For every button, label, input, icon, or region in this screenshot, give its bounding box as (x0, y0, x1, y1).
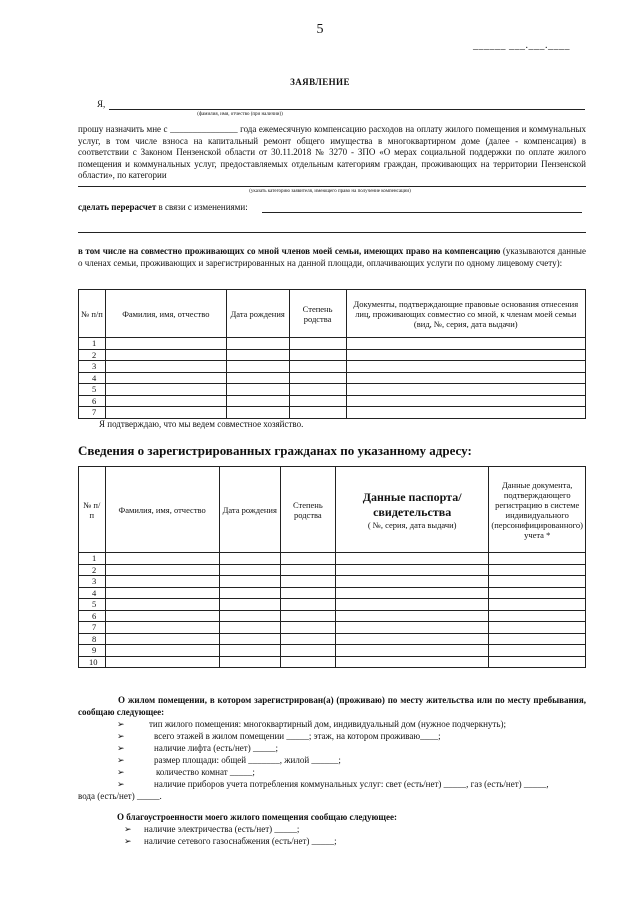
table-row (79, 338, 586, 350)
registered-table-header (79, 467, 586, 553)
table-row (79, 587, 586, 599)
arrow-bullet-icon: ➢ (117, 719, 125, 729)
cell[interactable] (219, 576, 280, 588)
cell[interactable] (280, 645, 335, 657)
cell[interactable] (289, 349, 346, 361)
cell[interactable] (105, 576, 219, 588)
cell[interactable] (289, 384, 346, 396)
category-line[interactable] (78, 186, 586, 187)
arrow-bullet-icon: ➢ (117, 779, 125, 789)
cell[interactable] (289, 372, 346, 384)
cell[interactable] (289, 407, 346, 419)
cell[interactable] (335, 587, 489, 599)
cell[interactable] (346, 349, 585, 361)
row-number: 5 (79, 599, 106, 611)
row-number: 4 (79, 372, 106, 384)
cell[interactable] (219, 633, 280, 645)
cell[interactable] (346, 395, 585, 407)
col-num: № п/п (79, 467, 106, 553)
table-row (79, 395, 586, 407)
cell[interactable] (346, 372, 585, 384)
row-number: 1 (79, 553, 106, 565)
table-row (79, 564, 586, 576)
housing-bullet: ➢ наличие приборов учета потребления коммунальных услуг: свет (есть/нет) _____, газ (есть/нет) _____, (117, 779, 549, 789)
housing-bullet: ➢ размер площади: общей _______, жилой ______; (117, 755, 341, 765)
family-intro (78, 246, 586, 269)
col-passport (335, 467, 489, 553)
household-confirmation: Я подтверждаю, что мы ведем совместное хозяйство. (99, 419, 304, 429)
row-number: 7 (79, 407, 106, 419)
arrow-bullet-icon: ➢ (124, 824, 132, 834)
cell[interactable] (346, 407, 585, 419)
cell[interactable] (105, 656, 219, 668)
cell[interactable] (226, 395, 289, 407)
date-placeholder: ______ ___.___.____ (473, 40, 570, 51)
cell[interactable] (346, 361, 585, 373)
cell[interactable] (226, 372, 289, 384)
cell[interactable] (105, 338, 226, 350)
col-num: № п/п (79, 290, 106, 338)
registered-table (78, 466, 586, 668)
cell[interactable] (489, 564, 586, 576)
cell[interactable] (335, 553, 489, 565)
row-number: 1 (79, 338, 106, 350)
cell[interactable] (335, 633, 489, 645)
recalc-label: сделать перерасчет (78, 202, 157, 212)
cell[interactable] (226, 338, 289, 350)
cell[interactable] (489, 645, 586, 657)
cell[interactable] (105, 372, 226, 384)
row-number: 9 (79, 645, 106, 657)
cell[interactable] (219, 599, 280, 611)
family-intro-bold: в том числе на совместно проживающих со мной членов моей семьи, имеющих право на компенсацию (78, 246, 501, 256)
cell[interactable] (335, 622, 489, 634)
housing-bullet: ➢ всего этажей в жилом помещении _____; этаж, на котором проживаю____; (117, 731, 441, 741)
row-number: 2 (79, 564, 106, 576)
applicant-name-line[interactable] (109, 109, 585, 110)
col-relation: Степень родства (280, 467, 335, 553)
cell[interactable] (105, 361, 226, 373)
page-number: 5 (316, 22, 324, 37)
applicant-prefix: Я, (97, 99, 106, 109)
table-row (79, 656, 586, 668)
housing-bullet: ➢ наличие лифта (есть/нет) _____; (117, 743, 278, 753)
table-row (79, 384, 586, 396)
cell[interactable] (280, 587, 335, 599)
applicant-hint: (фамилия, имя, отчество (при наличии)) (197, 112, 283, 117)
table-row (79, 645, 586, 657)
cell[interactable] (335, 656, 489, 668)
housing-bullet: ➢ тип жилого помещения: многоквартирный дом, индивидуальный дом (нужное подчеркнуть); (117, 719, 506, 729)
cell[interactable] (280, 576, 335, 588)
cell[interactable] (289, 395, 346, 407)
cell[interactable] (105, 395, 226, 407)
cell[interactable] (335, 564, 489, 576)
family-table (78, 289, 586, 419)
row-number: 10 (79, 656, 106, 668)
row-number: 2 (79, 349, 106, 361)
col-snils: Данные документа, подтверждающего регистрацию в системе индивидуального (персонифицированного) учета * (489, 467, 586, 553)
cell[interactable] (280, 633, 335, 645)
cell[interactable] (105, 587, 219, 599)
table-row (79, 610, 586, 622)
col-name: Фамилия, имя, отчество (105, 467, 219, 553)
cell[interactable] (335, 645, 489, 657)
arrow-bullet-icon: ➢ (117, 767, 125, 777)
cell[interactable] (489, 587, 586, 599)
cell[interactable] (105, 622, 219, 634)
table-row (79, 361, 586, 373)
cell[interactable] (335, 610, 489, 622)
cell[interactable] (105, 599, 219, 611)
table-row (79, 622, 586, 634)
housing-bullet: ➢ количество комнат _____; (117, 767, 255, 777)
table-row (79, 633, 586, 645)
row-number: 4 (79, 587, 106, 599)
registered-heading: Сведения о зарегистрированных гражданах по указанному адресу: (78, 443, 472, 458)
row-number: 3 (79, 576, 106, 588)
cell[interactable] (489, 553, 586, 565)
col-birth: Дата рождения (226, 290, 289, 338)
document-title: ЗАЯВЛЕНИЕ (290, 77, 350, 87)
cell[interactable] (489, 599, 586, 611)
cell[interactable] (226, 384, 289, 396)
cell[interactable] (226, 361, 289, 373)
cell[interactable] (105, 407, 226, 419)
row-number: 6 (79, 610, 106, 622)
cell[interactable] (219, 622, 280, 634)
cell[interactable] (289, 338, 346, 350)
cell[interactable] (335, 576, 489, 588)
arrow-bullet-icon: ➢ (124, 836, 132, 846)
cell[interactable] (105, 349, 226, 361)
cell[interactable] (219, 610, 280, 622)
row-number: 7 (79, 622, 106, 634)
table-row (79, 576, 586, 588)
table-row (79, 372, 586, 384)
row-number: 5 (79, 384, 106, 396)
cell[interactable] (280, 610, 335, 622)
cell[interactable] (105, 553, 219, 565)
cell[interactable] (280, 599, 335, 611)
cell[interactable] (346, 338, 585, 350)
cell[interactable] (289, 361, 346, 373)
cell[interactable] (219, 656, 280, 668)
cell[interactable] (219, 645, 280, 657)
housing-intro: О жилом помещении, в котором зарегистрирован(а) (проживаю) по месту жительства или по месту пребывания, сообщаю следующее: (78, 695, 586, 717)
table-row (79, 599, 586, 611)
cell[interactable] (105, 564, 219, 576)
passport-subtitle: ( №, серия, дата выдачи) (367, 519, 457, 530)
cell[interactable] (489, 576, 586, 588)
cell[interactable] (335, 599, 489, 611)
col-relation: Степень родства (289, 290, 346, 338)
cell[interactable] (105, 645, 219, 657)
recalc-text: в связи с изменениями: (158, 202, 248, 212)
recalc-line[interactable] (262, 212, 582, 213)
col-documents: Документы, подтверждающие правовые основания отнесения лиц, проживающих совместно со мной, к членам моей семьи (вид, №, серия, дата выдачи) (346, 290, 585, 338)
cell[interactable] (489, 622, 586, 634)
cell[interactable] (219, 587, 280, 599)
improvement-bullet: ➢ наличие электричества (есть/нет) _____; (124, 824, 300, 834)
category-hint: (указать категорию заявителя, имеющего право на получение компенсации) (249, 189, 411, 194)
col-birth: Дата рождения (219, 467, 280, 553)
cell[interactable] (489, 633, 586, 645)
table-row (79, 553, 586, 565)
cell[interactable] (105, 633, 219, 645)
cell[interactable] (219, 564, 280, 576)
request-paragraph: прошу назначить мне с _______________ года ежемесячную компенсацию расходов на оплату жилого помещения и коммунальных услуг, в том числе взноса на капитальный ремонт общего имущества в многоквартирном доме (далее - компенсация) в соответствии с Законом Пензенской области от 30.11.2018 № 3270 - ЗПО «О мерах социальной поддержки по оплате жилого помещения и коммунальных услуг, предоставляемых отдельным категориям граждан, проживающих на территории Пензенской области», по категории (78, 124, 586, 180)
cell[interactable] (280, 656, 335, 668)
cell[interactable] (489, 610, 586, 622)
improvement-intro: О благоустроенности моего жилого помещения сообщаю следующее: (117, 812, 397, 822)
cell[interactable] (489, 656, 586, 668)
cell[interactable] (280, 564, 335, 576)
row-number: 8 (79, 633, 106, 645)
row-number: 6 (79, 395, 106, 407)
water-meter: вода (есть/нет) _____. (78, 791, 162, 801)
arrow-bullet-icon: ➢ (117, 731, 125, 741)
table-row (79, 349, 586, 361)
cell[interactable] (105, 384, 226, 396)
cell[interactable] (219, 553, 280, 565)
row-number: 3 (79, 361, 106, 373)
arrow-bullet-icon: ➢ (117, 743, 125, 753)
col-name: Фамилия, имя, отчество (105, 290, 226, 338)
improvement-bullet: ➢ наличие сетевого газоснабжения (есть/нет) _____; (124, 836, 337, 846)
arrow-bullet-icon: ➢ (117, 755, 125, 765)
family-table-header (79, 290, 586, 338)
table-row (79, 407, 586, 419)
cell[interactable] (280, 622, 335, 634)
family-intro-rest: (указываются данные о членах семьи, проживающих и зарегистрированных на данной площади, оплачивающих услуги по одному лицевому счету): (78, 246, 586, 268)
cell[interactable] (226, 407, 289, 419)
cell[interactable] (105, 610, 219, 622)
cell[interactable] (226, 349, 289, 361)
passport-title: Данные паспорта/свидетельства (362, 489, 462, 519)
cell[interactable] (280, 553, 335, 565)
cell[interactable] (346, 384, 585, 396)
recalc-line-2[interactable] (78, 232, 586, 233)
